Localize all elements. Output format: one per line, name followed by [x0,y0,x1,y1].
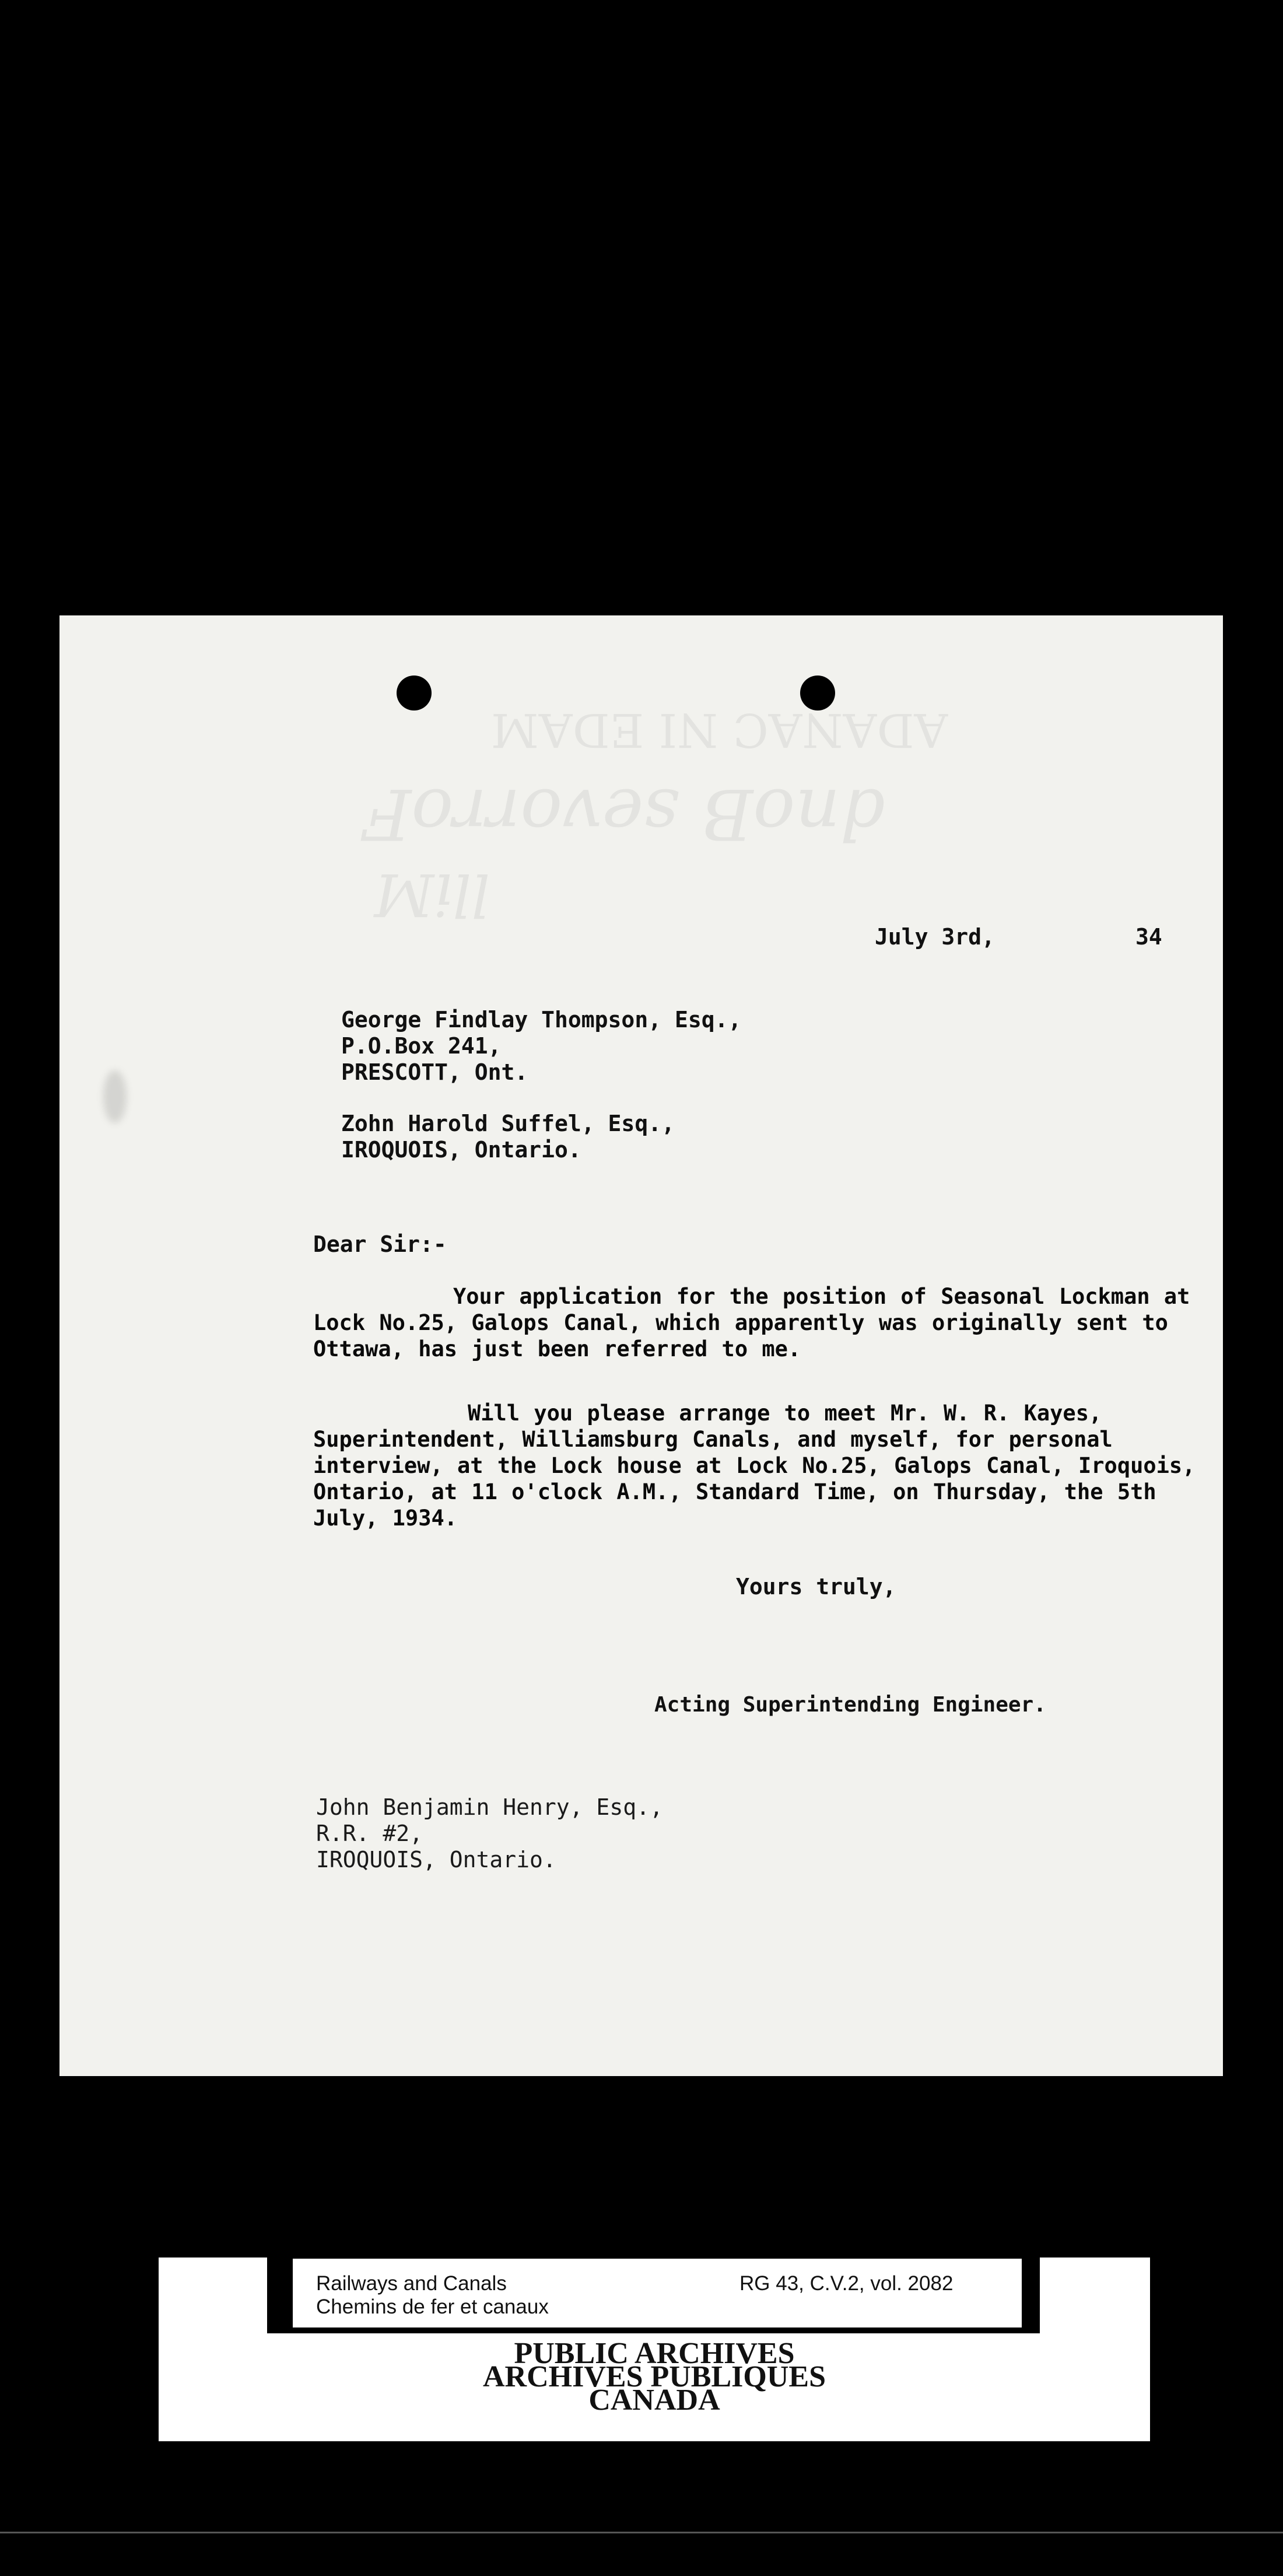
cc-line2: R.R. #2, [316,1821,423,1846]
fonds-english: Railways and Canals [316,2272,507,2295]
punch-hole-left [397,676,432,710]
cc-line3: IROQUOIS, Ontario. [316,1847,556,1873]
addressee-1-name: George Findlay Thompson, Esq., [341,1007,742,1032]
scan-edge-line [0,2532,1283,2533]
archive-fonds-label [316,2272,549,2319]
paragraph-1: Your application for the position of Seasonal Lockman at Lock No.25, Galops Canal, which apparently was originally sent to Ottawa, has just been referred to me. [313,1284,1190,1362]
archives-title [159,2337,1150,2417]
addressee-1-line3: PRESCOTT, Ont. [341,1059,528,1085]
archive-reference: RG 43, C.V.2, vol. 2082 [739,2272,954,2295]
signature-title: Acting Superintending Engineer. [654,1693,1046,1717]
addressee-2-name: Zohn Harold Suffel, Esq., [341,1111,675,1136]
archives-title-en: PUBLIC ARCHIVES [514,2337,795,2370]
cc-name: John Benjamin Henry, Esq., [316,1794,663,1820]
paper-watermark-script-2: lliM [374,860,490,929]
paper-watermark-script: dnoB sevorroF [363,773,885,854]
letter-year: 34 [1135,924,1162,950]
fonds-french: Chemins de fer et canaux [316,2295,549,2318]
letter-date: July 3rd, [875,924,995,950]
paper-watermark: ADANAC NI EDAM [491,703,948,757]
paragraph-2: Will you please arrange to meet Mr. W. R. Kayes, Superintendent, Williamsburg Canals, and myself, for personal interview, at the Lock house at Lock No.25, Galops Canal, Iroquois, Ontario, at 11 o'clock A.M., Standard Time, on Thursday, the 5th July, 1934. [313,1401,1196,1531]
archives-title-country: CANADA [588,2384,720,2417]
ink-smudge [103,1070,127,1123]
addressee-1-line2: P.O.Box 241, [341,1033,502,1059]
salutation: Dear Sir:- [313,1231,447,1257]
addressee-2-line2: IROQUOIS, Ontario. [341,1137,581,1163]
archives-title-fr: ARCHIVES PUBLIQUES [482,2360,826,2393]
closing: Yours truly, [736,1574,896,1600]
letter-page [59,615,1223,2076]
